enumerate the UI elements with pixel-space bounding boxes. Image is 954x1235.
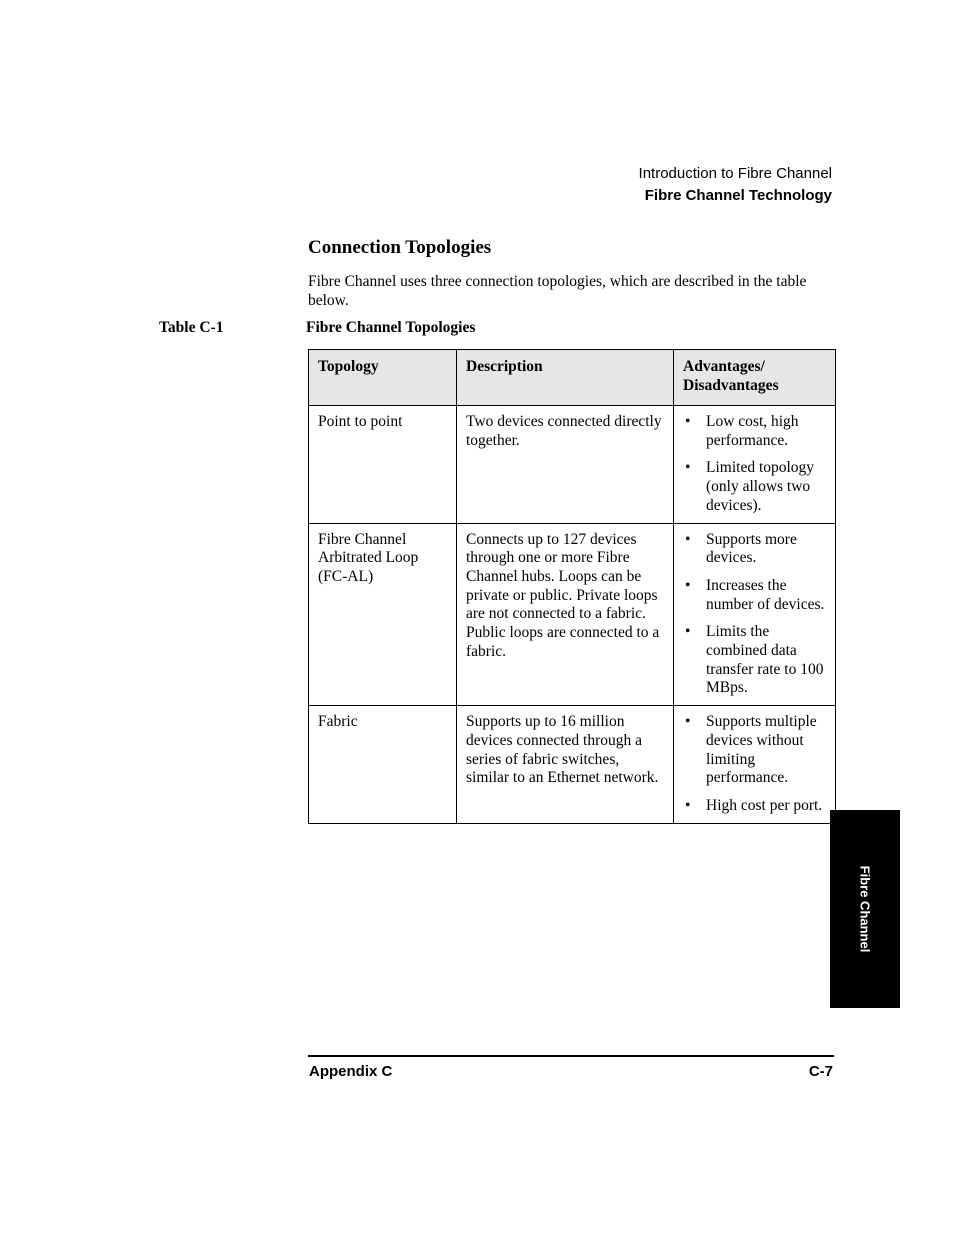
advantages-cell bbox=[674, 406, 836, 524]
table-number: Table C-1 bbox=[159, 319, 224, 336]
footer-rule bbox=[308, 1055, 834, 1057]
table-title: Fibre Channel Topologies bbox=[306, 319, 476, 336]
table-row bbox=[309, 523, 836, 706]
description-cell: Two devices connected directly together. bbox=[457, 406, 674, 524]
description-cell: Connects up to 127 devices through one or more Fibre Channel hubs. Loops can be private or public. Private loops are not connected to a fabric. Public loops are connected to a fabric. bbox=[457, 523, 674, 706]
chapter-thumb-tab-label: Fibre Channel bbox=[857, 865, 873, 953]
list-item: • Limited topology (only allows two devices). bbox=[683, 459, 827, 515]
list-item: • Supports multiple devices without limiting performance. bbox=[683, 713, 827, 788]
list-item: • Low cost, high performance. bbox=[683, 413, 827, 450]
column-header-advantages: Advantages/ Disadvantages bbox=[674, 350, 836, 406]
chapter-thumb-tab bbox=[830, 810, 900, 1008]
column-header-topology: Topology bbox=[309, 350, 457, 406]
footer-appendix-label: Appendix C bbox=[309, 1063, 393, 1080]
advantages-cell bbox=[674, 523, 836, 706]
table-row bbox=[309, 406, 836, 524]
table-header-row bbox=[309, 350, 836, 406]
topology-cell: Fibre Channel Arbitrated Loop (FC-AL) bbox=[309, 523, 457, 706]
list-item: • Supports more devices. bbox=[683, 531, 827, 568]
topology-cell: Point to point bbox=[309, 406, 457, 524]
advantages-list bbox=[683, 413, 827, 516]
running-header-section: Fibre Channel Technology bbox=[644, 187, 832, 204]
column-header-description: Description bbox=[457, 350, 674, 406]
intro-paragraph: Fibre Channel uses three connection topologies, which are described in the table below. bbox=[308, 273, 807, 309]
advantages-list bbox=[683, 713, 827, 816]
advantages-list bbox=[683, 531, 827, 699]
topologies-table bbox=[308, 349, 836, 824]
section-heading: Connection Topologies bbox=[308, 237, 492, 258]
table-row bbox=[309, 706, 836, 824]
list-item: • Limits the combined data transfer rate to 100 MBps. bbox=[683, 623, 827, 698]
list-item: • Increases the number of devices. bbox=[683, 577, 827, 614]
topology-cell: Fabric bbox=[309, 706, 457, 824]
running-header-chapter: Introduction to Fibre Channel bbox=[638, 165, 832, 182]
advantages-cell bbox=[674, 706, 836, 824]
footer-page-number: C-7 bbox=[808, 1063, 833, 1080]
list-item: • High cost per port. bbox=[683, 797, 827, 816]
description-cell: Supports up to 16 million devices connected through a series of fabric switches, similar to an Ethernet network. bbox=[457, 706, 674, 824]
